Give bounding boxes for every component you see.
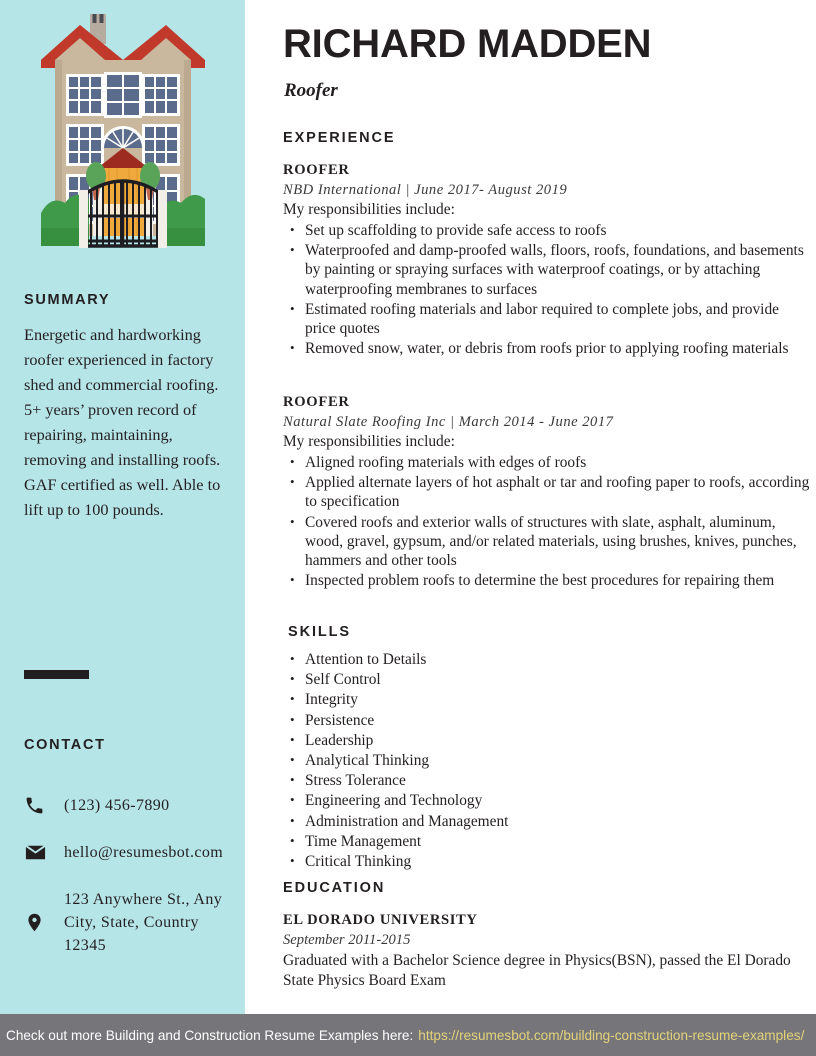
- contact-address[interactable]: [24, 888, 239, 957]
- job-intro: My responsibilities include:: [283, 201, 455, 218]
- job-title: ROOFER: [283, 394, 350, 410]
- main-content: [245, 0, 816, 1014]
- list-item: • Self Control: [283, 670, 683, 689]
- footer-link[interactable]: https://resumesbot.com/building-construction-resume-examples/: [418, 1027, 805, 1043]
- envelope-icon: [24, 841, 64, 864]
- job-role-subtitle: Roofer: [284, 80, 338, 101]
- experience-item-0: [283, 162, 811, 359]
- skills-list: [283, 650, 683, 872]
- job-intro: My responsibilities include:: [283, 433, 455, 450]
- education-description: Graduated with a Bachelor Science degree in Physics(BSN), passed the El Dorado State Physics Board Exam: [283, 952, 791, 989]
- summary-heading: SUMMARY: [24, 292, 111, 308]
- contact-phone[interactable]: [24, 794, 239, 817]
- education-date: September 2011-2015: [283, 932, 411, 948]
- list-item: • Aligned roofing materials with edges of roofs: [283, 453, 811, 472]
- list-item: • Removed snow, water, or debris from roofs prior to applying roofing materials: [283, 339, 811, 358]
- contact-list: [24, 794, 239, 981]
- list-item: • Applied alternate layers of hot asphalt or tar and roofing paper to roofs, according to specification: [283, 473, 811, 511]
- page-title: RICHARD MADDEN: [283, 22, 652, 66]
- house-illustration: [0, 8, 245, 260]
- skills-heading: SKILLS: [288, 624, 351, 640]
- education-school: EL DORADO UNIVERSITY: [283, 912, 478, 928]
- email-value: hello@resumesbot.com: [64, 844, 224, 861]
- education-heading: EDUCATION: [283, 880, 386, 896]
- job-bullets: [283, 221, 811, 358]
- list-item: • Inspected problem roofs to determine the best procedures for repairing them: [283, 571, 811, 590]
- contact-email[interactable]: [24, 841, 239, 864]
- sidebar: [0, 0, 245, 1014]
- list-item: • Integrity: [283, 690, 683, 709]
- footer-bar: [0, 1014, 816, 1056]
- list-item: • Engineering and Technology: [283, 791, 683, 810]
- job-meta: NBD International | June 2017- August 2019: [283, 182, 568, 198]
- house-illustration-svg: [33, 8, 213, 253]
- experience-heading: EXPERIENCE: [283, 130, 396, 146]
- experience-item-1: [283, 394, 811, 591]
- list-item: • Set up scaffolding to provide safe access to roofs: [283, 221, 811, 240]
- list-item: • Time Management: [283, 832, 683, 851]
- list-item: • Waterproofed and damp-proofed walls, floors, roofs, foundations, and basements by painting or spraying surfaces with waterproof coatings, or by attaching waterproofing membranes to surfaces: [283, 241, 811, 299]
- phone-icon: [24, 795, 64, 816]
- map-pin-icon: [24, 911, 64, 934]
- education-item: [283, 912, 811, 990]
- job-meta: Natural Slate Roofing Inc | March 2014 - June 2017: [283, 414, 614, 430]
- list-item: • Leadership: [283, 731, 683, 750]
- list-item: • Estimated roofing materials and labor required to complete jobs, and provide price quotes: [283, 300, 811, 338]
- job-title: ROOFER: [283, 162, 350, 178]
- list-item: • Critical Thinking: [283, 852, 683, 871]
- contact-heading: CONTACT: [24, 737, 106, 753]
- list-item: • Analytical Thinking: [283, 751, 683, 770]
- footer-text: Check out more Building and Construction Resume Examples here:: [6, 1027, 414, 1043]
- job-bullets: [283, 453, 811, 590]
- list-item: • Stress Tolerance: [283, 771, 683, 790]
- summary-text: Energetic and hardworking roofer experienced in factory shed and commercial roofing. 5+ years’ proven record of repairing, maintaining, removing and installing roofs. GAF certified as well. Able to lift up to 100 pounds.: [24, 325, 221, 519]
- phone-value: (123) 456-7890: [64, 797, 170, 814]
- list-item: • Persistence: [283, 711, 683, 730]
- list-item: • Covered roofs and exterior walls of structures with slate, asphalt, aluminum, wood, gravel, gypsum, and/or related materials, using brushes, knives, punches, hammers and other tools: [283, 513, 811, 571]
- list-item: • Attention to Details: [283, 650, 683, 669]
- list-item: • Administration and Management: [283, 812, 683, 831]
- section-divider-bar: [24, 670, 89, 679]
- address-value: 123 Anywhere St., Any City, State, Country 12345: [64, 891, 223, 954]
